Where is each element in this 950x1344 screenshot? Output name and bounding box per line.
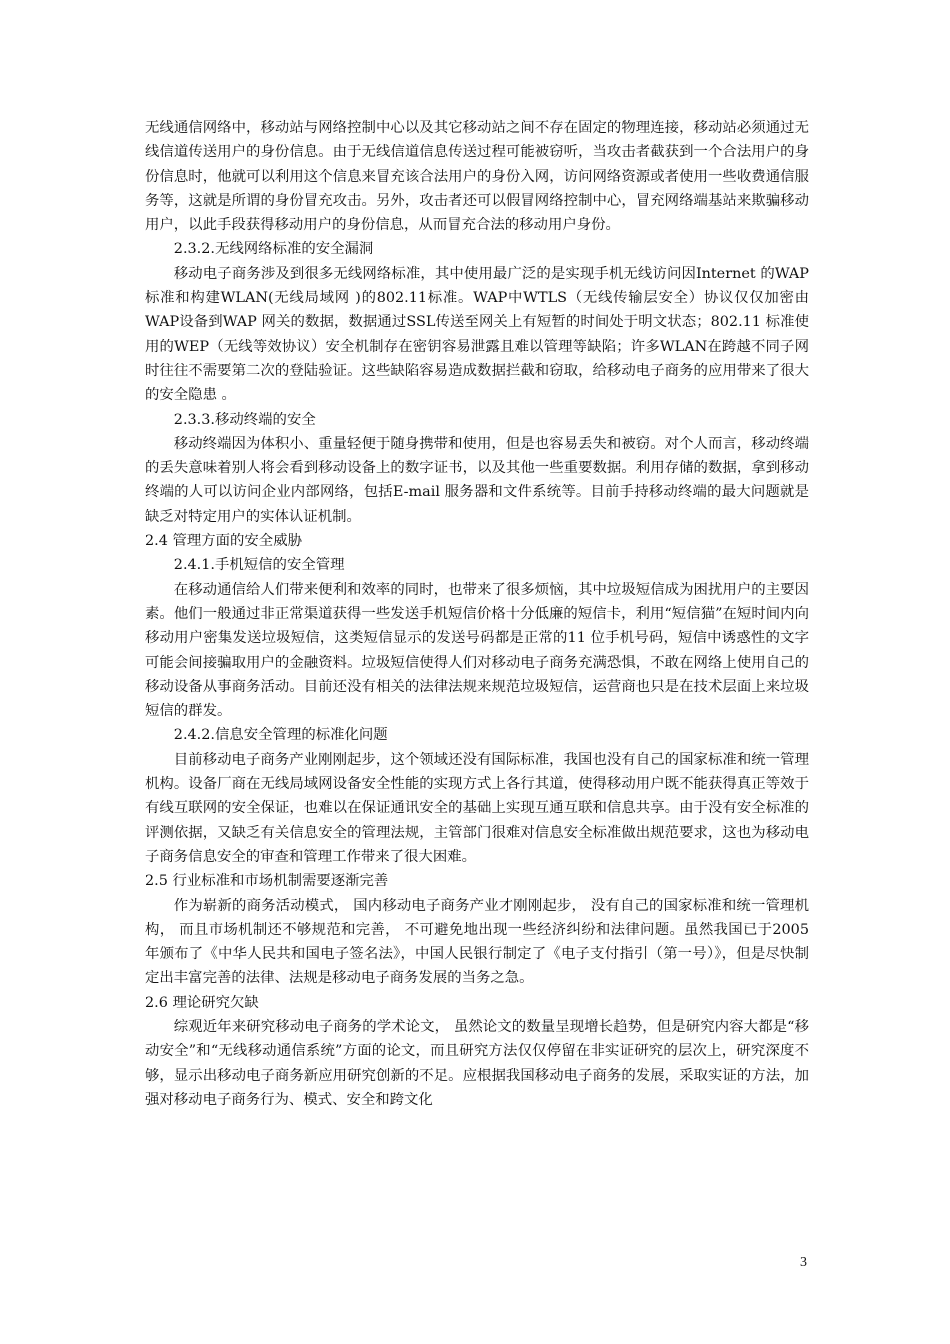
- document-page: [145, 116, 809, 1112]
- paragraph-wireless-standards: 移动电子商务涉及到很多无线网络标准，其中使用最广泛的是实现手机无线访问因Internet 的WAP 标准和构建WLAN(无线局域网 )的802.11标准。WAP中WTLS（无线传输层安全）协议仅仅加密由WAP设备到WAP 网关的数据，数据通过SSL传送至网关上有短暂的时间处于明文状态；802.11 标准使用的WEP（无线等效协议）安全机制存在密钥容易泄露且难以管理等缺陷；许多WLAN在跨越不同子网时往往不需要第二次的登陆验证。这些缺陷容易造成数据拦截和窃取，给移动电子商务的应用带来了很大的安全隐患 。: [145, 265, 809, 404]
- paragraph-sms-security: 在移动通信给人们带来便利和效率的同时，也带来了很多烦恼，其中垃圾短信成为困扰用户的主要因素。他们一般通过非正常渠道获得一些发送手机短信价格十分低廉的短信卡，利用“短信猫”在短时间内向移动用户密集发送垃圾短信，这类短信显示的发送号码都是正常的11 位手机号码，短信中诱惑性的文字可能会间接骗取用户的金融资料。垃圾短信使得人们对移动电子商务充满恐惧，不敢在网络上使用自己的移动设备从事商务活动。目前还没有相关的法律法规来规范垃圾短信，运营商也只是在技术层面上来垃圾短信的群发。: [145, 581, 809, 720]
- heading-2-3-2: 2.3.2.无线网络标准的安全漏洞: [173, 241, 374, 258]
- heading-2-3-3: 2.3.3.移动终端的安全: [173, 411, 316, 428]
- paragraph-identity-impersonation: 无线通信网络中，移动站与网络控制中心以及其它移动站之间不存在固定的物理连接，移动站必须通过无线信道传送用户的身份信息。由于无线信道信息传送过程可能被窃听，当攻击者截获到一个合法用户的身份信息时，他就可以利用这个信息来冒充该合法用户的身份入网，访问网络资源或者使用一些收费通信服务等，这就是所谓的身份冒充攻击。另外，攻击者还可以假冒网络控制中心，冒充网络端基站来欺骗移动用户，以此手段获得移动用户的身份信息，从而冒充合法的移动用户身份。: [145, 120, 809, 234]
- heading-2-6: 2.6 理论研究欠缺: [145, 994, 259, 1011]
- heading-2-4-2: 2.4.2.信息安全管理的标准化问题: [173, 727, 388, 744]
- paragraph-standardization: 目前移动电子商务产业刚刚起步，这个领域还没有国际标准，我国也没有自己的国家标准和统一管理机构。设备厂商在无线局域网设备安全性能的实现方式上各行其道，使得移动用户既不能获得真正等效于有线互联网的安全保证，也难以在保证通讯安全的基础上实现互通互联和信息共享。由于没有安全标准的评测依据，又缺乏有关信息安全的管理法规，主管部门很难对信息安全标准做出规范要求，这也为移动电子商务信息安全的审查和管理工作带来了很大困难。: [145, 751, 809, 865]
- paragraph-theory-research: 综观近年来研究移动电子商务的学术论文， 虽然论文的数量呈现增长趋势，但是研究内容大都是“移动安全”和“无线移动通信系统”方面的论文，而且研究方法仅仅停留在非实证研究的层次上，研究深度不够，显示出移动电子商务新应用研究创新的不足。应根据我国移动电子商务的发展，采取实证的方法，加强对移动电子商务行为、模式、安全和跨文化: [145, 1018, 809, 1108]
- paragraph-mobile-terminal: 移动终端因为体积小、重量轻便于随身携带和使用，但是也容易丢失和被窃。对个人而言，移动终端的丢失意味着别人将会看到移动设备上的数字证书，以及其他一些重要数据。利用存储的数据，拿到移动终端的人可以访问企业内部网络，包括E-mail 服务器和文件系统等。目前手持移动终端的最大问题就是缺乏对特定用户的实体认证机制。: [145, 435, 809, 525]
- paragraph-industry-standards: 作为崭新的商务活动模式， 国内移动电子商务产业才刚刚起步， 没有自己的国家标准和统一管理机构， 而且市场机制还不够规范和完善， 不可避免地出现一些经济纠纷和法律问题。虽然我国已于2005 年颁布了《中华人民共和国电子签名法》，中国人民银行制定了《电子支付指引（第一号）》，但是尽快制定出丰富完善的法律、法规是移动电子商务发展的当务之急。: [145, 897, 809, 987]
- heading-2-4: 2.4 管理方面的安全威胁: [145, 533, 302, 550]
- page-number: 3: [800, 1255, 807, 1270]
- heading-2-4-1: 2.4.1.手机短信的安全管理: [173, 557, 345, 574]
- heading-2-5: 2.5 行业标准和市场机制需要逐渐完善: [145, 873, 389, 890]
